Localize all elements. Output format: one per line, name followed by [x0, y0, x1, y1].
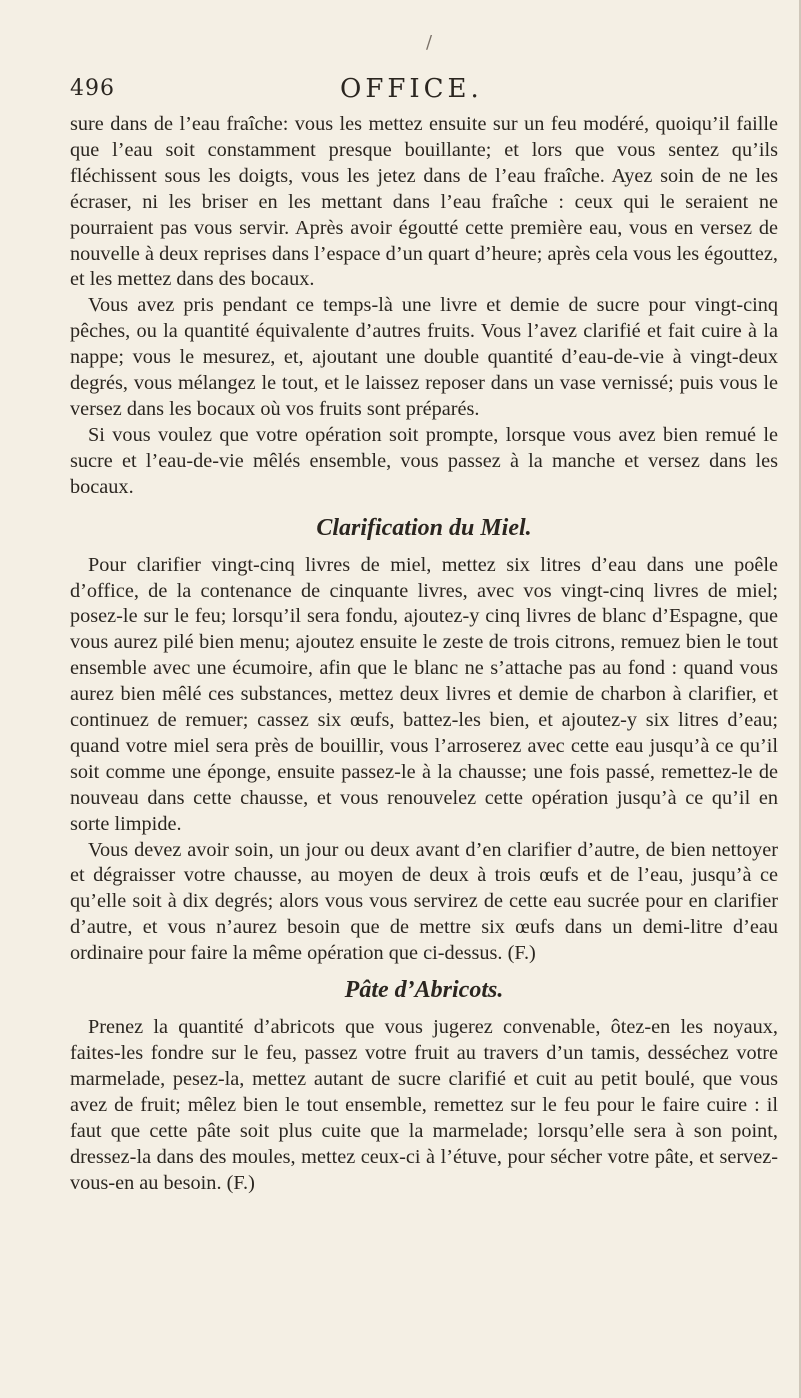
- paragraph-intro-3: Si vous voulez que votre opération soit prompte, lorsque vous avez bien remué le sucre et l’eau-de-vie mêlés ensemble, vous passez à la manche et versez dans les bocaux.: [70, 423, 778, 498]
- top-mark: /: [426, 32, 433, 53]
- page-header: [70, 32, 765, 112]
- page-number: 496: [70, 76, 115, 101]
- paragraph-pate-1: Prenez la quantité d’abricots que vous jugerez convenable, ôtez-en les noyaux, faites-les fondre sur le feu, passez votre fruit au travers d’un tamis, desséchez votre marmelade, pesez-la, mettez autant de sucre clarifié et cuit au petit boulé, que vous avez de fruit; mêlez bien le tout ensemble, remettez sur le feu pour le faire cuire : il faut que cette pâte soit plus cuite que la marmelade; lorsqu’elle sera à son point, dressez-la dans des moules, mettez ceux-ci à l’étuve, pour sécher votre pâte, et servez-vous-en au besoin. (F.): [70, 1016, 778, 1194]
- section-title-pate: Pâte d’Abricots.: [344, 977, 504, 1004]
- running-head: OFFICE.: [340, 74, 483, 104]
- section-title-clarification: Clarification du Miel.: [316, 514, 532, 541]
- paragraph-intro-1: sure dans de l’eau fraîche: vous les mettez ensuite sur un feu modéré, quoiqu’il faille que l’eau soit constamment presque bouillante; et lors que vous sentez qu’ils fléchissent sous les doigts, vous les jetez dans de l’eau fraîche. Ayez soin de ne les écraser, ni les briser en les mettant dans l’eau fraîche : ceux qui le seraient ne pourraient pas vous servir. Après avoir égoutté cette première eau, vous en versez de nouvelle à deux reprises dans l’espace d’un quart d’heure; après cela vous les égouttez, et les mettez dans des bocaux.: [70, 113, 778, 291]
- paragraph-intro-2: Vous avez pris pendant ce temps-là une livre et demie de sucre pour vingt-cinq pêches, ou la quantité équivalente d’autres fruits. Vous l’avez clarifié et fait cuire à la nappe; vous le mesurez, et, ajoutant une double quantité d’eau-de-vie à vingt-deux degrés, vous mélangez le tout, et le laissez reposer dans un vase vernissé; puis vous le versez dans les bocaux où vos fruits sont préparés.: [70, 294, 778, 420]
- paragraph-clarification-2: Vous devez avoir soin, un jour ou deux avant d’en clarifier d’autre, de bien nettoyer et dégraisser votre chausse, au moyen de deux à trois œufs et de l’eau, jusqu’à ce qu’elle soit à dix degrés; alors vous vous servirez de cette eau sucrée pour en clarifier d’autre, et vous n’aurez besoin que de mettre six œufs dans un demi-litre d’eau ordinaire pour faire la même opération que ci-dessus. (F.): [70, 838, 778, 965]
- page-body: [70, 112, 778, 1196]
- paragraph-clarification-1: Pour clarifier vingt-cinq livres de miel, mettez six litres d’eau dans une poêle d’office, de la contenance de cinquante livres, avec vos vingt-cinq livres de miel; posez-le sur le feu; lorsqu’il sera fondu, ajoutez-y cinq livres de blanc d’Espagne, que vous aurez pilé bien menu; ajoutez ensuite le zeste de trois citrons, remuez bien le tout ensemble avec une écumoire, afin que le blanc ne s’attache pas au fond : quand vous aurez bien mêlé ces substances, mettez deux livres et demie de charbon à clarifier, et continuez de remuer; cassez six œufs, battez-les bien, et ajoutez-y six litres d’eau; quand votre miel sera près de bouillir, vous l’arroserez avec cette eau jusqu’à ce qu’il soit comme une éponge, ensuite passez-le à la chausse; une fois passé, remettez-le de nouveau dans cette chausse, et vous renouvelez cette opération jusqu’à ce qu’il en sorte limpide.: [70, 553, 778, 835]
